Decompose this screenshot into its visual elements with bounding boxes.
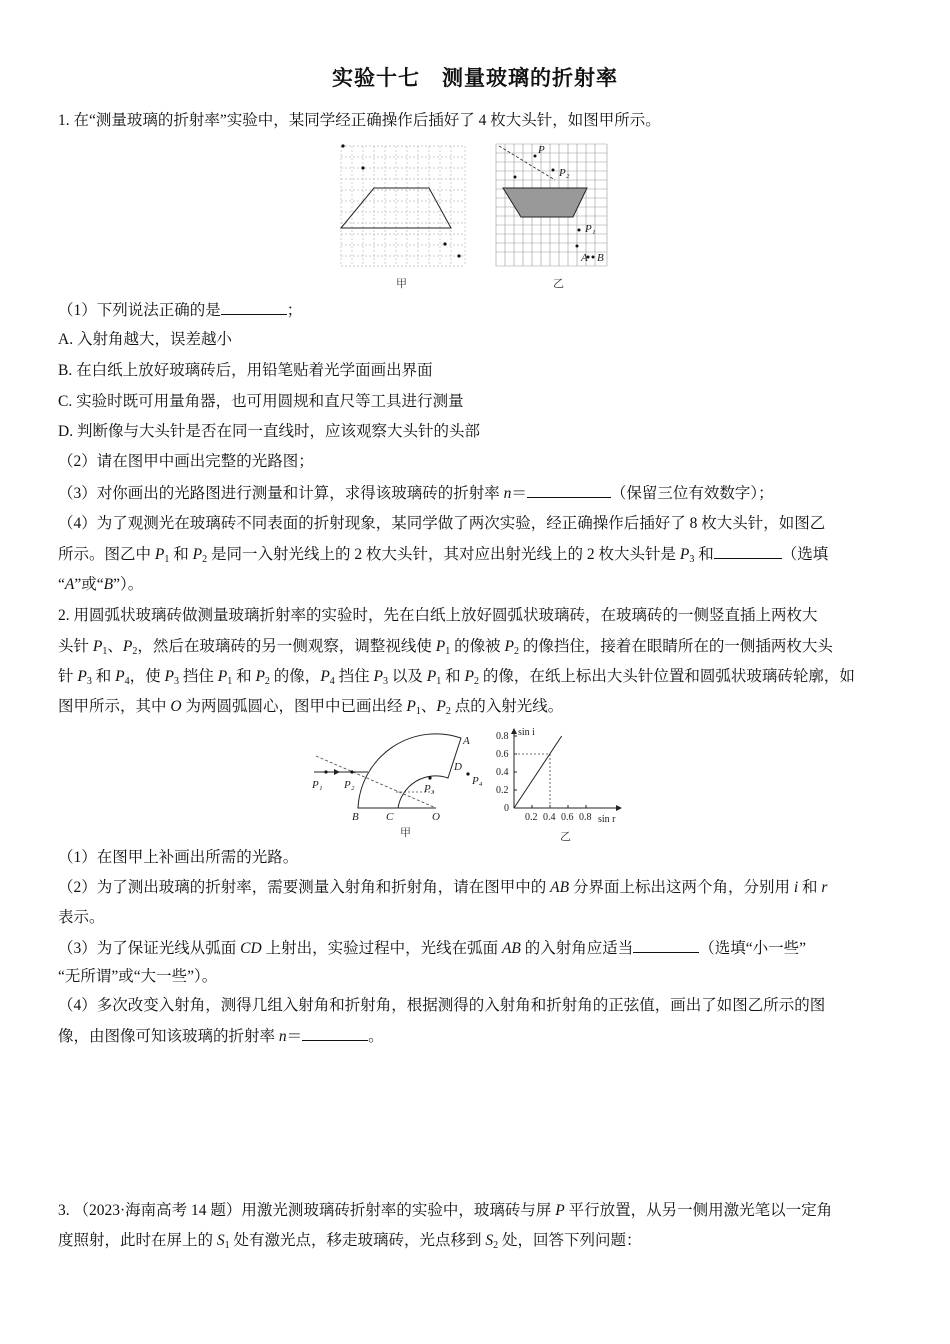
answer-blank[interactable]: [714, 544, 782, 559]
q1-sub1: （1）下列说法正确的是 ；: [58, 302, 303, 319]
x-axis-label: sin r: [598, 814, 616, 825]
y-tick-label: 0.2: [496, 785, 509, 796]
x-axis-arrow-icon: [616, 805, 622, 811]
pin-dot: [576, 245, 579, 248]
q2-sub1: （1）在图甲上补画出所需的光路。: [58, 849, 299, 866]
label-O: O: [432, 811, 440, 823]
pin-dot: [443, 242, 446, 245]
pin-dot: [592, 256, 595, 259]
label-A: A: [463, 735, 470, 747]
answer-blank[interactable]: [633, 938, 699, 953]
answer-blank[interactable]: [221, 300, 287, 315]
q2-sub4-line2: 像，由图像可知该玻璃的折射率 n＝ 。: [58, 1028, 384, 1045]
q2-sub3-line2: “无所谓”或“大一些”）。: [58, 968, 218, 985]
q1-sub4-line3: “A”或“B”）。: [58, 576, 144, 593]
fig-caption-jia: 甲: [396, 277, 407, 290]
dashed-normal-line: [316, 756, 436, 808]
q2-sub3-line1: （3）为了保证光线从弧面 CD 上射出，实验过程中，光线在弧面 AB 的入射角应适当 （选填“小一些”: [58, 940, 807, 957]
pin-dot: [428, 776, 431, 779]
q3-line1: 3. （2023·海南高考 14 题）用激光测玻璃砖折射率的实验中，玻璃砖与屏 P 平行放置，从另一侧用激光笔以一定角: [58, 1202, 833, 1219]
pin-dot: [350, 770, 353, 773]
y-axis-arrow-icon: [511, 728, 517, 734]
x-tick-label: 0.6: [561, 812, 574, 823]
label-C: C: [386, 811, 394, 823]
fig-caption-yi: 乙: [560, 830, 571, 843]
pin-dot: [457, 254, 460, 257]
pin-dot: [341, 144, 344, 147]
x-tick-label: 0.4: [543, 812, 556, 823]
q1-option-b: B. 在白纸上放好玻璃砖后，用铅笔贴着光学面画出界面: [58, 362, 433, 379]
q2-line3: 针 $P_3$ 和 $P_4$，使 $P_3$ 挡住 $P_1$ 和 $P_2$ 的像，$P_4$ 挡住 $P_3$ 以及 $P_1$ 和 $P_2$ 的像，在纸上标出大头针位置和圆弧状玻璃砖轮廓，如: [58, 668, 855, 687]
q2-figure-jia: [308, 730, 498, 842]
pin-dot: [578, 229, 581, 232]
q2-line2: 头针 $P_1$、$P_2$，然后在玻璃砖的另一侧观察，调整视线使 $P_1$ 的像被 $P_2$ 的像挡住，接着在眼睛所在的一侧插两枚大头: [58, 638, 833, 657]
label-P2: P₂: [344, 779, 355, 791]
label-P4: P₄: [472, 775, 483, 787]
q1-sub3: （3）对你画出的光路图进行测量和计算，求得该玻璃砖的折射率 n＝ （保留三位有效数字）；: [58, 485, 774, 502]
pin-dot: [552, 169, 555, 172]
y-tick-label: 0.8: [496, 731, 509, 742]
arrow-head-icon: [334, 769, 340, 775]
pin-dot: [324, 770, 327, 773]
label-P3: P₃: [424, 783, 435, 795]
q2-sub4-line1: （4）多次改变入射角，测得几组入射角和折射角，根据测得的入射角和折射角的正弦值，画出了如图乙所示的图: [58, 997, 826, 1014]
q1-sub2: （2）请在图甲中画出完整的光路图；: [58, 453, 314, 470]
pin-dot: [466, 772, 469, 775]
data-line: [514, 736, 562, 808]
q1-option-a: A. 入射角越大，误差越小: [58, 331, 232, 348]
q1-option-c: C. 实验时既可用量角器，也可用圆规和直尺等工具进行测量: [58, 393, 464, 410]
q2-sub2-line2: 表示。: [58, 909, 105, 926]
label-b: B: [597, 252, 604, 264]
q1-figure-jia: [337, 140, 473, 292]
label-P1: P₁: [312, 779, 323, 791]
q2-line1: 2. 用圆弧状玻璃砖做测量玻璃折射率的实验时，先在白纸上放好圆弧状玻璃砖，在玻璃砖的一侧竖直插上两枚大: [58, 607, 818, 624]
glass-trapezoid-shaded: [503, 188, 587, 217]
fig-caption-yi: 乙: [553, 277, 564, 290]
y-tick-label: 0.4: [496, 767, 509, 778]
answer-blank[interactable]: [302, 1026, 368, 1041]
label-B: B: [352, 811, 359, 823]
sin-graph: [494, 726, 644, 846]
q3-line2: 度照射，此时在屏上的 $S_1$ 处有激光点，移走玻璃砖，光点移到 $S_2$ 处，回答下列问题：: [58, 1232, 642, 1251]
label-a: A: [581, 252, 588, 264]
q1-sub4-line2: 所示。图乙中 $P_1$ 和 $P_2$ 是同一入射光线上的 2 枚大头针，其对应出射光线上的 2 枚大头针是 $P_3$ 和 （选填: [58, 546, 829, 565]
x-tick-label: 0.2: [525, 812, 538, 823]
page-title: 实验十七 测量玻璃的折射率: [332, 66, 618, 90]
pin-dot: [534, 155, 537, 158]
q1-sub4-line1: （4）为了观测光在玻璃砖不同表面的折射现象，某同学做了两次实验，经正确操作后插好了 8 枚大头针，如图乙: [58, 515, 826, 532]
fig-caption-jia: 甲: [400, 826, 411, 839]
answer-blank[interactable]: [527, 483, 611, 498]
q2-line4: 图甲所示，其中 O 为两圆弧圆心，图甲中已画出经 $P_1$、$P_2$ 点的入射光线。: [58, 698, 564, 717]
incident-ray-line: [499, 146, 555, 180]
q1-figure-yi: [493, 140, 613, 292]
q2-sub2-line1: （2）为了测出玻璃的折射率，需要测量入射角和折射角，请在图甲中的 AB 分界面上标出这两个角，分别用 i 和 r: [58, 879, 828, 896]
y-tick-label: 0.6: [496, 749, 509, 760]
y-axis-label: sin i: [518, 727, 535, 738]
q1-stem: 1. 在“测量玻璃的折射率”实验中，某同学经正确操作后插好了 4 枚大头针，如图甲所示。: [58, 112, 661, 129]
pin-dot: [514, 176, 517, 179]
label-p: P: [538, 144, 545, 156]
q1-option-d: D. 判断像与大头针是否在同一直线时，应该观察大头针的头部: [58, 423, 480, 440]
q2-figure-yi: [494, 726, 644, 846]
x-tick-label: 0.8: [579, 812, 592, 823]
label-p2: P₂: [559, 167, 570, 179]
origin-label: 0: [504, 803, 509, 814]
pin-dot: [361, 166, 364, 169]
label-D: D: [454, 761, 462, 773]
label-p1: P₁: [585, 223, 596, 235]
